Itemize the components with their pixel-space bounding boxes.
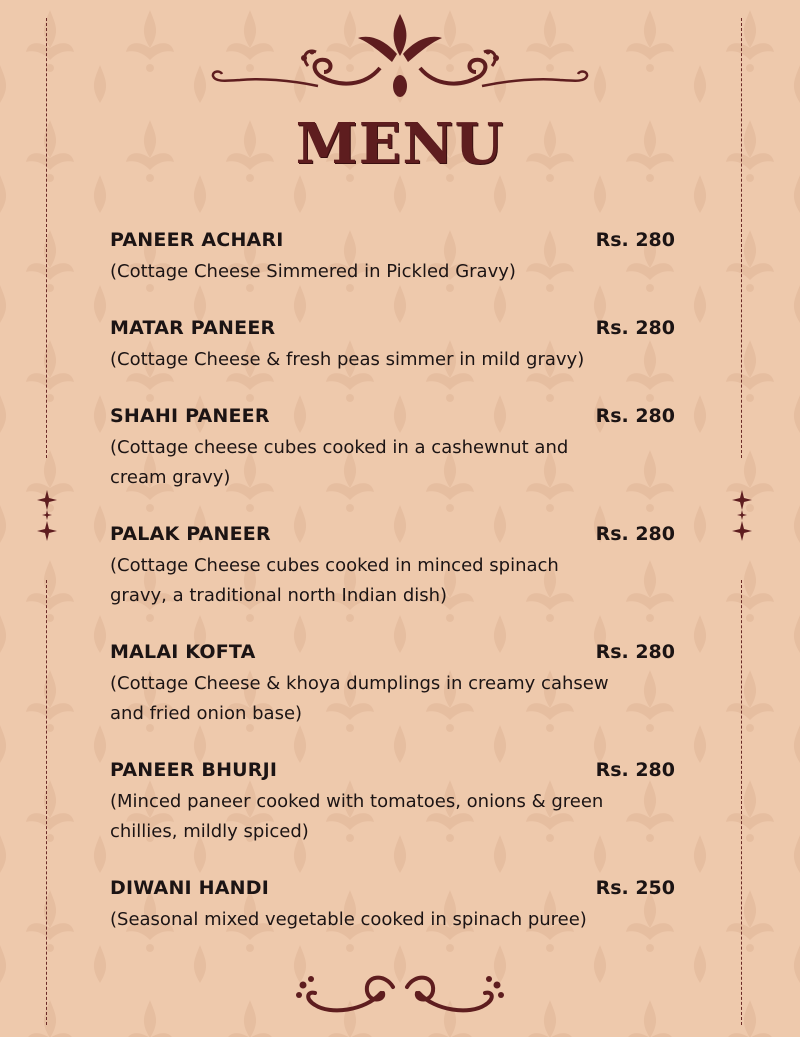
menu-item [110, 521, 675, 611]
menu-item [110, 315, 675, 375]
right-dashed-border-top [741, 18, 742, 458]
fleur-de-lis-ornament-icon [200, 8, 600, 108]
menu-item-description: (Cottage Cheese Simmered in Pickled Gravy) [110, 261, 516, 282]
menu-item-name: PANEER ACHARI [110, 229, 284, 251]
menu-item-price: Rs. 250 [595, 877, 675, 899]
menu-item-price: Rs. 280 [595, 317, 675, 339]
menu-item-description: (Cottage cheese cubes cooked in a cashewnut and cream gravy) [110, 437, 569, 488]
left-star-cluster-icon [36, 490, 58, 542]
menu-item-description: (Minced paneer cooked with tomatoes, onions & green chillies, mildly spiced) [110, 791, 604, 842]
menu-item [110, 403, 675, 493]
right-star-cluster-icon [731, 490, 753, 542]
menu-item-description: (Cottage Cheese cubes cooked in minced spinach gravy, a traditional north Indian dish) [110, 555, 559, 606]
menu-item [110, 757, 675, 847]
menu-item-description: (Cottage Cheese & fresh peas simmer in mild gravy) [110, 349, 585, 370]
page-title: MENU [295, 111, 505, 177]
menu-item-name: PALAK PANEER [110, 523, 271, 545]
menu-item [110, 227, 675, 287]
menu-item-price: Rs. 280 [595, 229, 675, 251]
menu-item [110, 639, 675, 729]
left-dashed-border-top [46, 18, 47, 458]
menu-item-name: MATAR PANEER [110, 317, 276, 339]
menu-item-price: Rs. 280 [595, 759, 675, 781]
menu-item-price: Rs. 280 [595, 405, 675, 427]
scroll-flourish-icon [285, 965, 515, 1030]
menu-item-price: Rs. 280 [595, 641, 675, 663]
menu-item-price: Rs. 280 [595, 523, 675, 545]
menu-item-name: PANEER BHURJI [110, 759, 278, 781]
left-dashed-border-bottom [46, 580, 47, 1025]
menu-item-name: DIWANI HANDI [110, 877, 269, 899]
menu-item-description: (Seasonal mixed vegetable cooked in spinach puree) [110, 909, 587, 930]
menu-item [110, 875, 675, 935]
menu-item-name: MALAI KOFTA [110, 641, 256, 663]
menu-item-description: (Cottage Cheese & khoya dumplings in creamy cahsew and fried onion base) [110, 673, 609, 724]
menu-item-name: SHAHI PANEER [110, 405, 270, 427]
right-dashed-border-bottom [741, 580, 742, 1025]
